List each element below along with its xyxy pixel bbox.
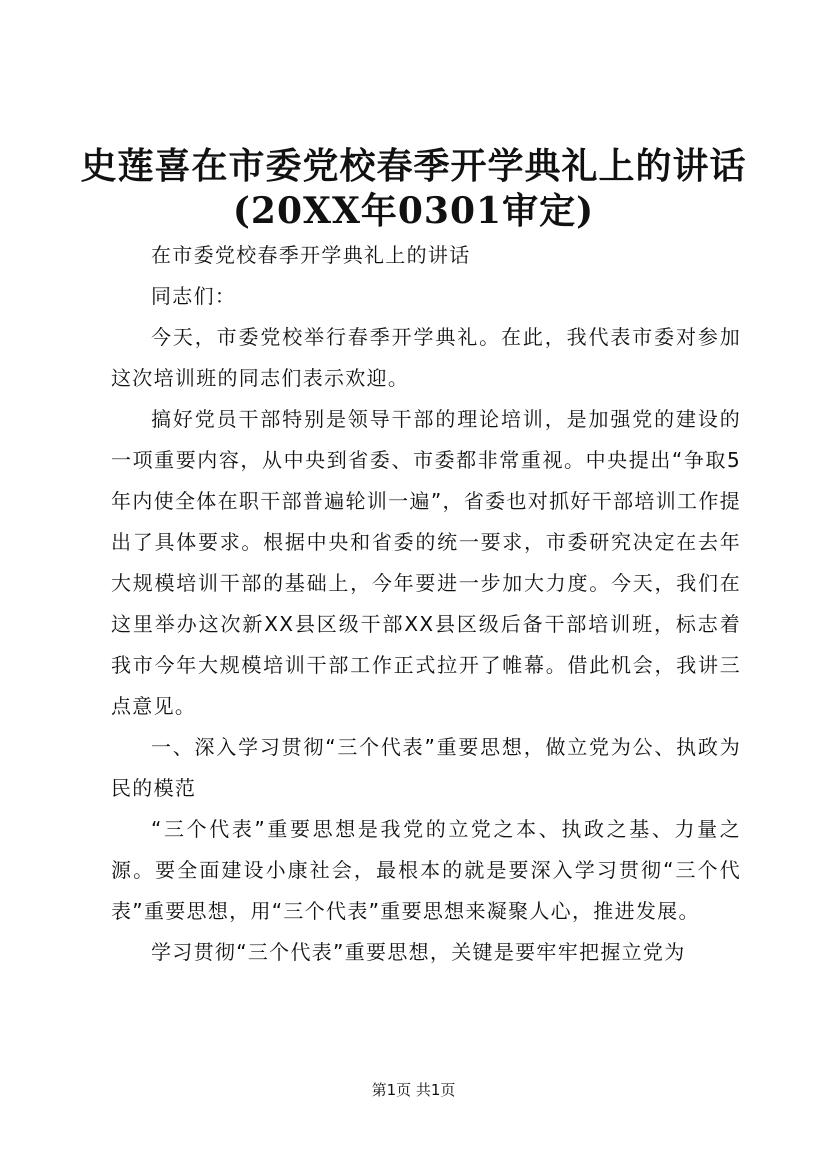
document-body — [111, 235, 741, 973]
paragraph-salutation: 同志们： — [151, 284, 237, 308]
document-subtitle: (20XX年0301审定) — [232, 190, 595, 232]
page-footer: 第1页 共1页 — [371, 1081, 456, 1099]
paragraph-heading: 在市委党校春季开学典礼上的讲话 — [151, 243, 471, 267]
paragraph-welcome: 今天，市委党校举行春季开学典礼。在此，我代表市委对参加这次培训班的同志们表示欢迎。 — [111, 325, 741, 390]
paragraph-training: 搞好党员干部特别是领导干部的理论培训，是加强党的建设的一项重要内容，从中央到省委、市委都非常重视。中央提出“争取5年内使全体在职干部普遍轮训一遍”，省委也对抓好干部培训工作提出了具体要求。根据中央和省委的统一要求，市委研究决定在去年大规模培训干部的基础上，今年要进一步加大力度。今天，我们在这里举办这次新XX县区级干部XX县区级后备干部培训班，标志着我市今年大规模培训干部工作正式拉开了帷幕。借此机会，我讲三点意见。 — [111, 407, 741, 718]
paragraph-three-represents: “三个代表”重要思想是我党的立党之本、执政之基、力量之源。要全面建设小康社会，最根本的就是要深入学习贯彻“三个代表”重要思想，用“三个代表”重要思想来凝聚人心，推进发展。 — [111, 817, 741, 923]
paragraph-key-point: 学习贯彻“三个代表”重要思想，关键是要牢牢把握立党为 — [151, 940, 686, 964]
document-title: 史莲喜在市委党校春季开学典礼上的讲话 — [80, 145, 747, 187]
paragraph-section-one-heading: 一、深入学习贯彻“三个代表”重要思想，做立党为公、执政为民的模范 — [111, 735, 741, 800]
